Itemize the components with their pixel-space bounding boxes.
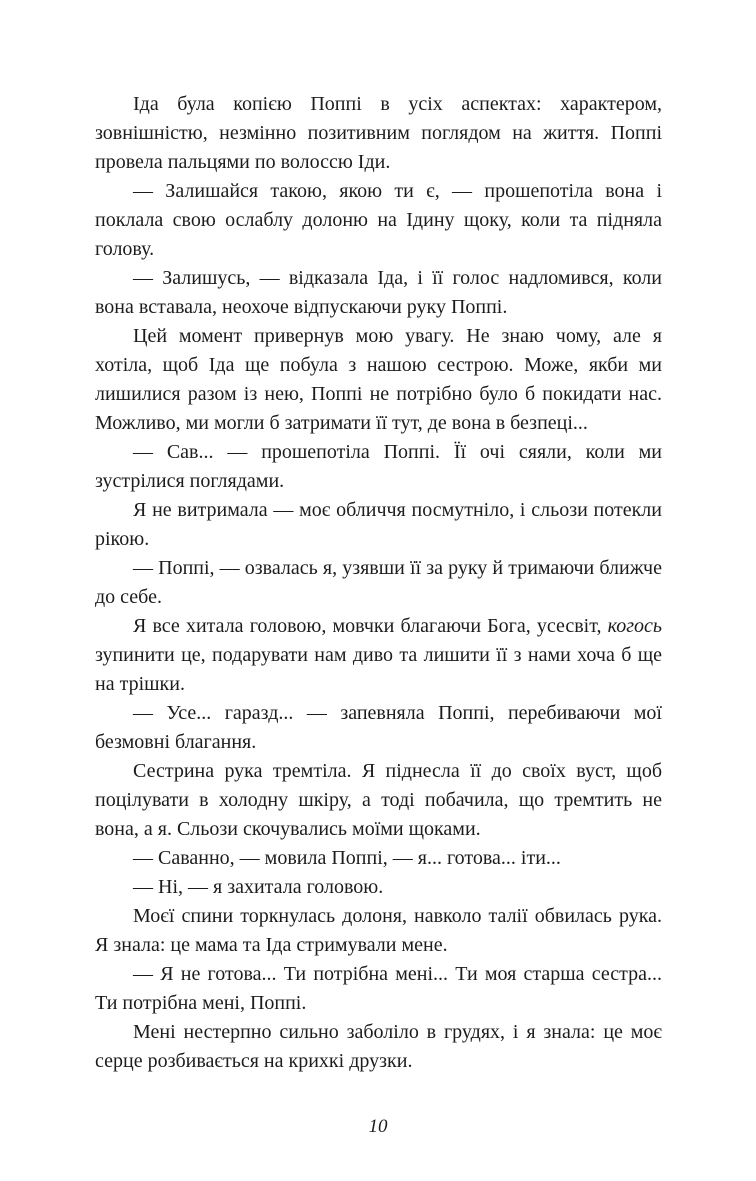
- paragraph: [95, 322, 662, 438]
- text-segment: — Залишусь, — відказала Іда, і її голос надломився, коли вона вставала, неохоче відпускаючи руку Поппі.: [95, 267, 662, 318]
- text-segment: Я все хитала головою, мовчки благаючи Бога, усесвіт,: [133, 615, 608, 637]
- text-segment: Цей момент привернув мою увагу. Не знаю чому, але я хотіла, щоб Іда ще побула з нашою сестрою. Може, якби ми лишилися разом із нею, Поппі не потрібно було б покидати нас. Можливо, ми могли б затримати її тут, де вона в безпеці...: [95, 325, 662, 434]
- paragraph: [95, 554, 662, 612]
- paragraph: [95, 757, 662, 844]
- page-text: [95, 90, 662, 1076]
- text-segment: Іда була копією Поппі в усіх аспектах: характером, зовнішністю, незмінно позитивним поглядом на життя. Поппі провела пальцями по волоссю Іди.: [95, 93, 662, 173]
- text-segment: зупинити це, подарувати нам диво та лишити її з нами хоча б ще на трішки.: [95, 644, 662, 695]
- text-segment: — Саванно, — мовила Поппі, — я... готова... іти...: [133, 847, 561, 869]
- text-segment: Сестрина рука тремтіла. Я піднесла її до своїх вуст, щоб поцілувати в холодну шкіру, а тоді побачила, що тремтить не вона, а я. Сльози скочувались моїми щоками.: [95, 760, 662, 840]
- text-segment: Моєї спини торкнулась долоня, навколо талії обвилась рука. Я знала: це мама та Іда стримували мене.: [95, 905, 662, 956]
- page-number: 10: [368, 1116, 388, 1137]
- paragraph: [95, 264, 662, 322]
- paragraph: [95, 960, 662, 1018]
- paragraph: [95, 873, 662, 902]
- text-segment: — Усе... гаразд... — запевняла Поппі, перебиваючи мої безмовні благання.: [95, 702, 662, 753]
- paragraph: [95, 496, 662, 554]
- paragraph: [95, 438, 662, 496]
- text-segment: — Залишайся такою, якою ти є, — прошепотіла вона і поклала свою ослаблу долоню на Ідину щоку, коли та підняла голову.: [95, 180, 662, 260]
- paragraph: [95, 90, 662, 177]
- paragraph: [95, 1018, 662, 1076]
- text-segment: — Поппі, — озвалась я, узявши її за руку й тримаючи ближче до себе.: [95, 557, 662, 608]
- paragraph: [95, 177, 662, 264]
- paragraph: [95, 844, 662, 873]
- text-segment: Мені нестерпно сильно заболіло в грудях, і я знала: це моє серце розбивається на крихкі друзки.: [95, 1021, 662, 1072]
- text-segment: Я не витримала — моє обличчя посмутніло, і сльози потекли рікою.: [95, 499, 662, 550]
- paragraph: [95, 699, 662, 757]
- italic-text-segment: когось: [607, 615, 662, 637]
- paragraph: [95, 612, 662, 699]
- paragraph: [95, 902, 662, 960]
- text-segment: — Сав... — прошепотіла Поппі. Її очі сяяли, коли ми зустрілися поглядами.: [95, 441, 662, 492]
- text-segment: — Ні, — я захитала головою.: [133, 876, 384, 898]
- text-segment: — Я не готова... Ти потрібна мені... Ти моя старша сестра... Ти потрібна мені, Поппі.: [95, 963, 662, 1014]
